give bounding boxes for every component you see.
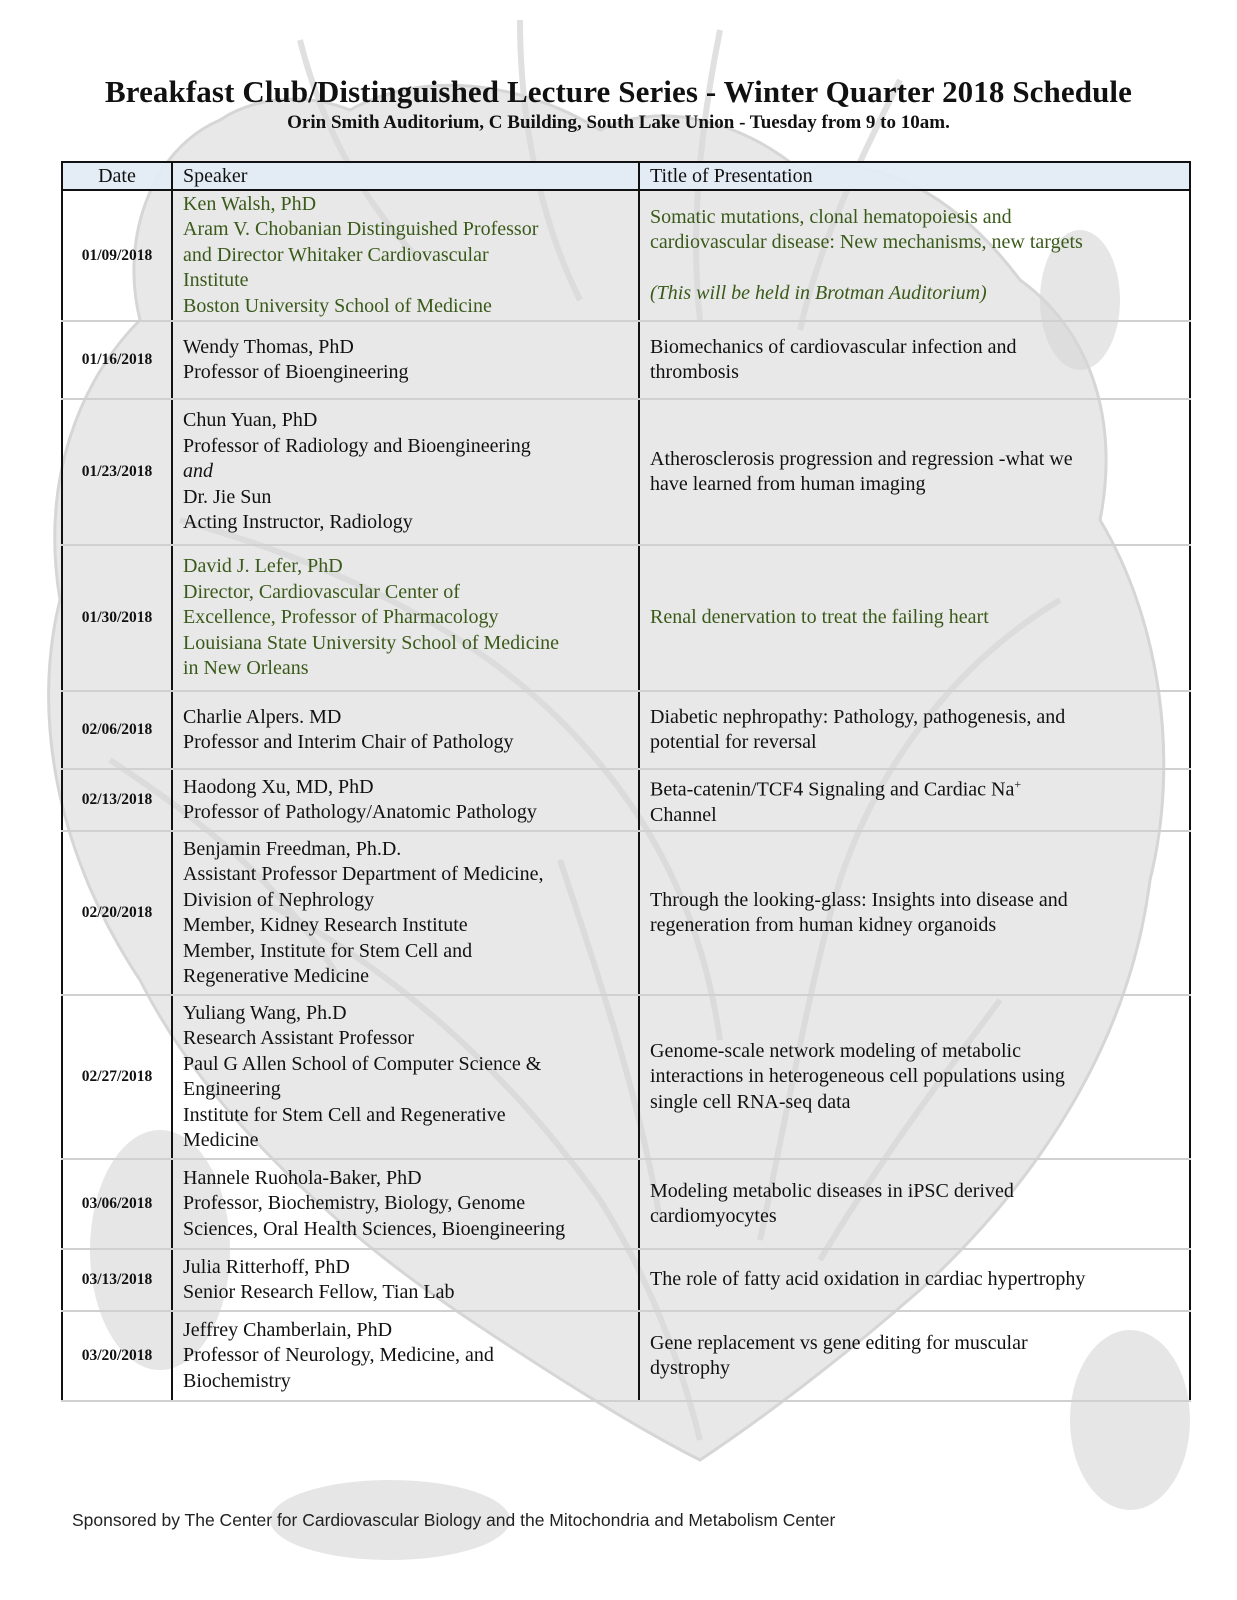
speaker-line: Yuliang Wang, Ph.D — [183, 1001, 347, 1024]
row-date: 01/30/2018 — [62, 545, 172, 691]
row-title — [639, 545, 1190, 691]
title-line: Biomechanics of cardiovascular infection and — [650, 335, 1017, 358]
title-line: cardiomyocytes — [650, 1205, 777, 1227]
speaker-line: Professor of Neurology, Medicine, and — [183, 1344, 494, 1367]
row-date: 02/20/2018 — [62, 831, 172, 995]
speaker-line: Louisiana State University School of Medicine — [183, 631, 560, 654]
superscript-plus: + — [1014, 776, 1022, 791]
speaker-line: Regenerative Medicine — [183, 965, 370, 987]
speaker-line: Excellence, Professor of Pharmacology — [183, 606, 499, 629]
speaker-line: Acting Instructor, Radiology — [183, 511, 413, 534]
title-line: The role of fatty acid oxidation in cardiac hypertrophy — [650, 1268, 1086, 1291]
title-line: Genome-scale network modeling of metabolic — [650, 1039, 1021, 1062]
table-row — [62, 1311, 1190, 1401]
title-line: interactions in heterogeneous cell populations using — [650, 1065, 1065, 1088]
row-date: 02/27/2018 — [62, 995, 172, 1159]
row-date: 02/06/2018 — [62, 691, 172, 769]
row-date: 03/13/2018 — [62, 1249, 172, 1311]
column-header-date: Date — [62, 162, 172, 190]
column-header-title: Title of Presentation — [639, 162, 1190, 190]
speaker-line: Engineering — [183, 1078, 281, 1100]
row-speaker — [172, 691, 639, 769]
speaker-line: Benjamin Freedman, Ph.D. — [183, 837, 402, 860]
speaker-line: Haodong Xu, MD, PhD — [183, 775, 374, 798]
speaker-line: Paul G Allen School of Computer Science & — [183, 1052, 542, 1075]
speaker-line: and — [183, 460, 213, 483]
title-line: Through the looking-glass: Insights into disease and — [650, 888, 1068, 911]
table-row — [62, 321, 1190, 399]
title-line: Diabetic nephropathy: Pathology, pathogenesis, and — [650, 705, 1066, 728]
title-line: Channel — [650, 803, 717, 826]
speaker-line: David J. Lefer, PhD — [183, 555, 343, 578]
sponsor-footer: Sponsored by The Center for Cardiovascular Biology and the Mitochondria and Metabolism Center — [72, 1510, 836, 1530]
speaker-line: Assistant Professor Department of Medicine, — [183, 863, 544, 885]
row-speaker — [172, 831, 639, 995]
row-date: 02/13/2018 — [62, 769, 172, 831]
speaker-line: Professor and Interim Chair of Pathology — [183, 731, 514, 753]
speaker-line: Professor, Biochemistry, Biology, Genome — [183, 1192, 526, 1215]
title-line: dystrophy — [650, 1357, 730, 1379]
row-title — [639, 769, 1190, 831]
speaker-line: in New Orleans — [183, 657, 309, 680]
speaker-line: Chun Yuan, PhD — [183, 409, 318, 432]
title-line: cardiovascular disease: New mechanisms, new targets — [650, 231, 1083, 254]
row-date: 01/16/2018 — [62, 321, 172, 399]
title-line: regeneration from human kidney organoids — [650, 914, 997, 936]
table-row — [62, 831, 1190, 995]
title-line: Beta-catenin/TCF4 Signaling and Cardiac Na — [650, 778, 1015, 801]
speaker-line: Jeffrey Chamberlain, PhD — [183, 1318, 393, 1341]
speaker-line: Boston University School of Medicine — [183, 294, 492, 317]
speaker-line: Hannele Ruohola-Baker, PhD — [183, 1166, 422, 1189]
table-row — [62, 1249, 1190, 1311]
row-date: 03/20/2018 — [62, 1311, 172, 1401]
row-title — [639, 831, 1190, 995]
speaker-line: Ken Walsh, PhD — [183, 192, 317, 215]
row-speaker — [172, 399, 639, 545]
row-date: 01/09/2018 — [62, 190, 172, 321]
table-row — [62, 769, 1190, 831]
speaker-line: and Director Whitaker Cardiovascular — [183, 243, 489, 266]
title-line: Somatic mutations, clonal hematopoiesis and — [650, 205, 1012, 228]
row-speaker — [172, 1159, 639, 1249]
speaker-line: Julia Ritterhoff, PhD — [183, 1255, 350, 1278]
title-line: Modeling metabolic diseases in iPSC derived — [650, 1179, 1014, 1202]
speaker-line: Charlie Alpers. MD — [183, 705, 342, 728]
row-title — [639, 1159, 1190, 1249]
speaker-line: Sciences, Oral Health Sciences, Bioengineering — [183, 1217, 566, 1240]
table-row — [62, 399, 1190, 545]
speaker-line: Wendy Thomas, PhD — [183, 335, 354, 358]
speaker-line: Professor of Pathology/Anatomic Pathology — [183, 801, 537, 823]
row-speaker — [172, 995, 639, 1159]
row-title — [639, 1311, 1190, 1401]
row-title — [639, 190, 1190, 321]
location-note: (This will be held in Brotman Auditorium) — [650, 281, 987, 304]
speaker-line: Dr. Jie Sun — [183, 485, 272, 508]
page-subtitle: Orin Smith Auditorium, C Building, South Lake Union - Tuesday from 9 to 10am. — [287, 112, 950, 133]
row-title — [639, 399, 1190, 545]
speaker-line: Medicine — [183, 1129, 259, 1151]
speaker-line: Member, Kidney Research Institute — [183, 914, 468, 936]
speaker-line: Senior Research Fellow, Tian Lab — [183, 1281, 455, 1303]
speaker-line: Research Assistant Professor — [183, 1027, 415, 1049]
title-line: Renal denervation to treat the failing heart — [650, 606, 989, 629]
row-date: 03/06/2018 — [62, 1159, 172, 1249]
page-title: Breakfast Club/Distinguished Lecture Series - Winter Quarter 2018 Schedule — [105, 74, 1132, 109]
row-speaker — [172, 190, 639, 321]
row-title — [639, 691, 1190, 769]
row-speaker — [172, 1311, 639, 1401]
title-line: thrombosis — [650, 361, 739, 383]
speaker-line: Institute for Stem Cell and Regenerative — [183, 1103, 506, 1126]
row-speaker — [172, 1249, 639, 1311]
table-row — [62, 1159, 1190, 1249]
row-title — [639, 321, 1190, 399]
speaker-line: Division of Nephrology — [183, 888, 375, 911]
speaker-line: Biochemistry — [183, 1369, 291, 1392]
column-header-speaker: Speaker — [172, 162, 639, 190]
speaker-line: Aram V. Chobanian Distinguished Professor — [183, 218, 539, 241]
speaker-line: Member, Institute for Stem Cell and — [183, 939, 473, 962]
row-speaker — [172, 769, 639, 831]
row-speaker — [172, 321, 639, 399]
spacer — [650, 256, 1179, 281]
speaker-line: Professor of Radiology and Bioengineering — [183, 434, 531, 457]
table-row — [62, 545, 1190, 691]
speaker-line: Institute — [183, 269, 249, 292]
title-line: potential for reversal — [650, 731, 817, 753]
row-title — [639, 995, 1190, 1159]
table-row — [62, 691, 1190, 769]
table-header-row — [62, 162, 1190, 190]
row-speaker — [172, 545, 639, 691]
schedule-table — [61, 161, 1191, 1402]
speaker-line: Director, Cardiovascular Center of — [183, 580, 460, 603]
table-row — [62, 995, 1190, 1159]
title-line: have learned from human imaging — [650, 473, 926, 495]
title-line: single cell RNA-seq data — [650, 1090, 851, 1113]
table-row — [62, 190, 1190, 321]
title-line: Atherosclerosis progression and regression -what we — [650, 447, 1073, 470]
row-title — [639, 1249, 1190, 1311]
row-date: 01/23/2018 — [62, 399, 172, 545]
speaker-line: Professor of Bioengineering — [183, 361, 409, 383]
title-line: Gene replacement vs gene editing for muscular — [650, 1331, 1028, 1354]
